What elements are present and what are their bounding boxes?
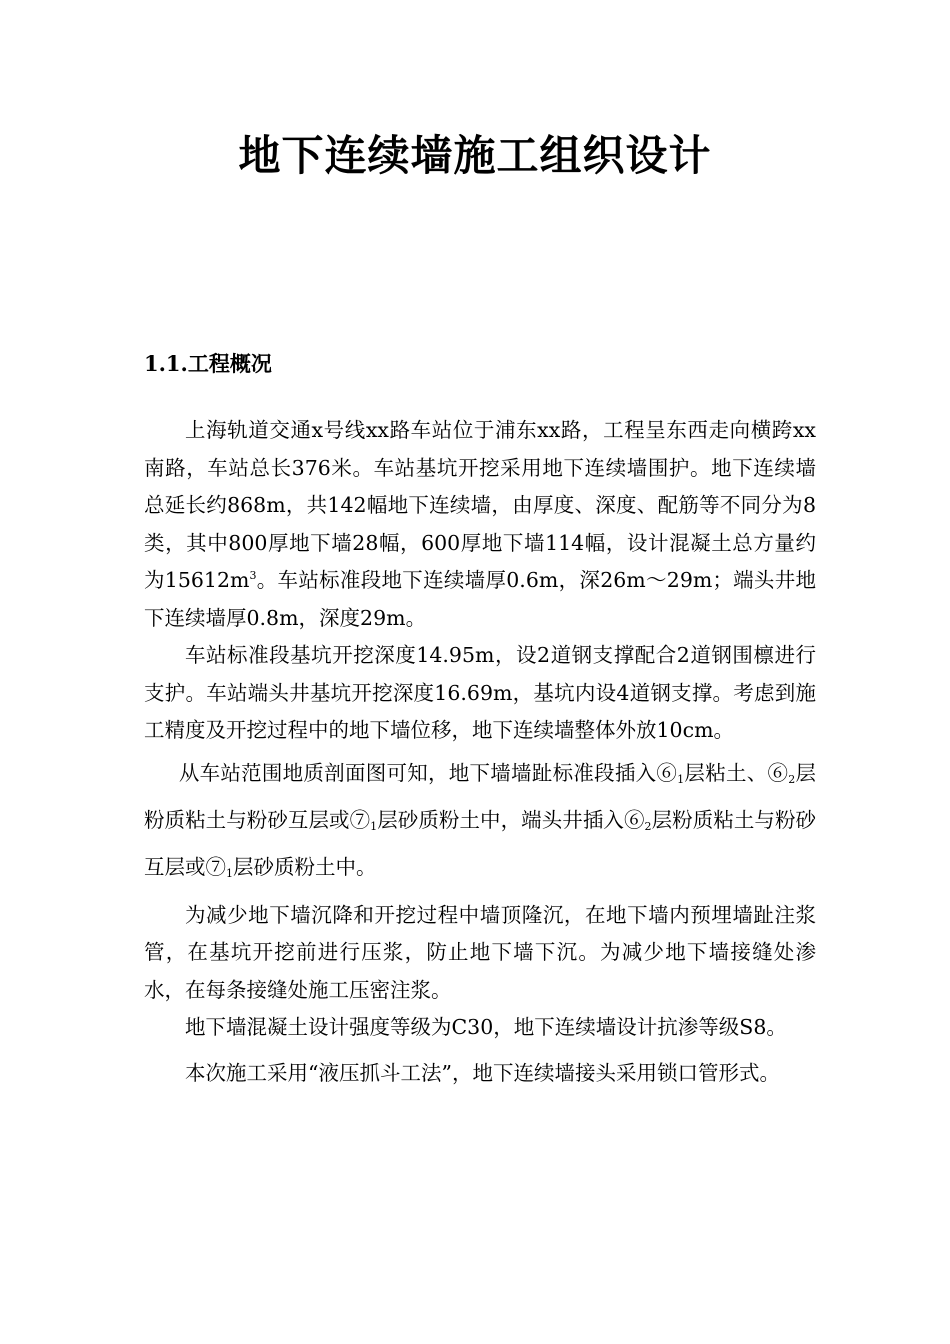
paragraph-text: 上海轨道交通x号线xx路车站位于浦东xx路，工程呈东西走向横跨xx南路，车站总长376米。车站基坑开挖采用地下连续墙围护。地下连续墙总延长约868m，共142幅地下连续墙，由厚度、深度、配筋等不同分为8类，其中800厚地下墙28幅，600厚地下墙114幅，设计混凝土总方量约为15612m [144, 418, 816, 592]
superscript: 3 [249, 569, 257, 582]
subscript: 1 [226, 866, 233, 880]
paragraph-text: 层粘土、⑥ [684, 760, 789, 785]
subscript: 1 [370, 819, 378, 833]
paragraph-text: 层粉质粘土与粉砂互层或⑦ [144, 760, 817, 832]
paragraph-text: 层砂质粉土中。 [233, 854, 377, 879]
document-body [144, 412, 816, 1099]
subscript: 2 [788, 772, 796, 786]
paragraph-geology [144, 750, 816, 891]
paragraph-text: 层粉质粘土与粉砂互层或⑦ [144, 807, 817, 879]
subscript: 1 [677, 772, 685, 786]
paragraph-concrete-grade: 地下墙混凝土设计强度等级为C30，地下连续墙设计抗渗等级S8。 [185, 1015, 787, 1039]
paragraph-text: 层砂质粉土中，端头井插入⑥ [377, 807, 645, 832]
paragraph-excavation: 车站标准段基坑开挖深度14.95m，设2道钢支撑配合2道钢围檩进行支护。车站端头井基坑开挖深度16.69m，基坑内设4道钢支撑。考虑到施工精度及开挖过程中的地下墙位移，地下连续墙整体外放10cm。 [144, 643, 816, 742]
paragraph-text: 。车站标准段地下连续墙厚0.6m，深26m～29m；端头井地下连续墙厚0.8m，深度29m。 [144, 568, 816, 630]
section-heading: 1.1.工程概况 [144, 351, 272, 376]
paragraph-grouting: 为减少地下墙沉降和开挖过程中墙顶隆沉，在地下墙内预埋墙趾注浆管，在基坑开挖前进行压浆，防止地下墙下沉。为减少地下墙接缝处渗水，在每条接缝处施工压密注浆。 [144, 902, 816, 1002]
paragraph-text: 从车站范围地质剖面图可知，地下墙墙趾标准段插入⑥ [178, 760, 678, 785]
document-title: 地下连续墙施工组织设计 [238, 131, 712, 180]
paragraph-overview [144, 412, 816, 637]
paragraph-method: 本次施工采用“液压抓斗工法”，地下连续墙接头采用锁口管形式。 [185, 1060, 780, 1085]
subscript: 2 [644, 819, 652, 833]
